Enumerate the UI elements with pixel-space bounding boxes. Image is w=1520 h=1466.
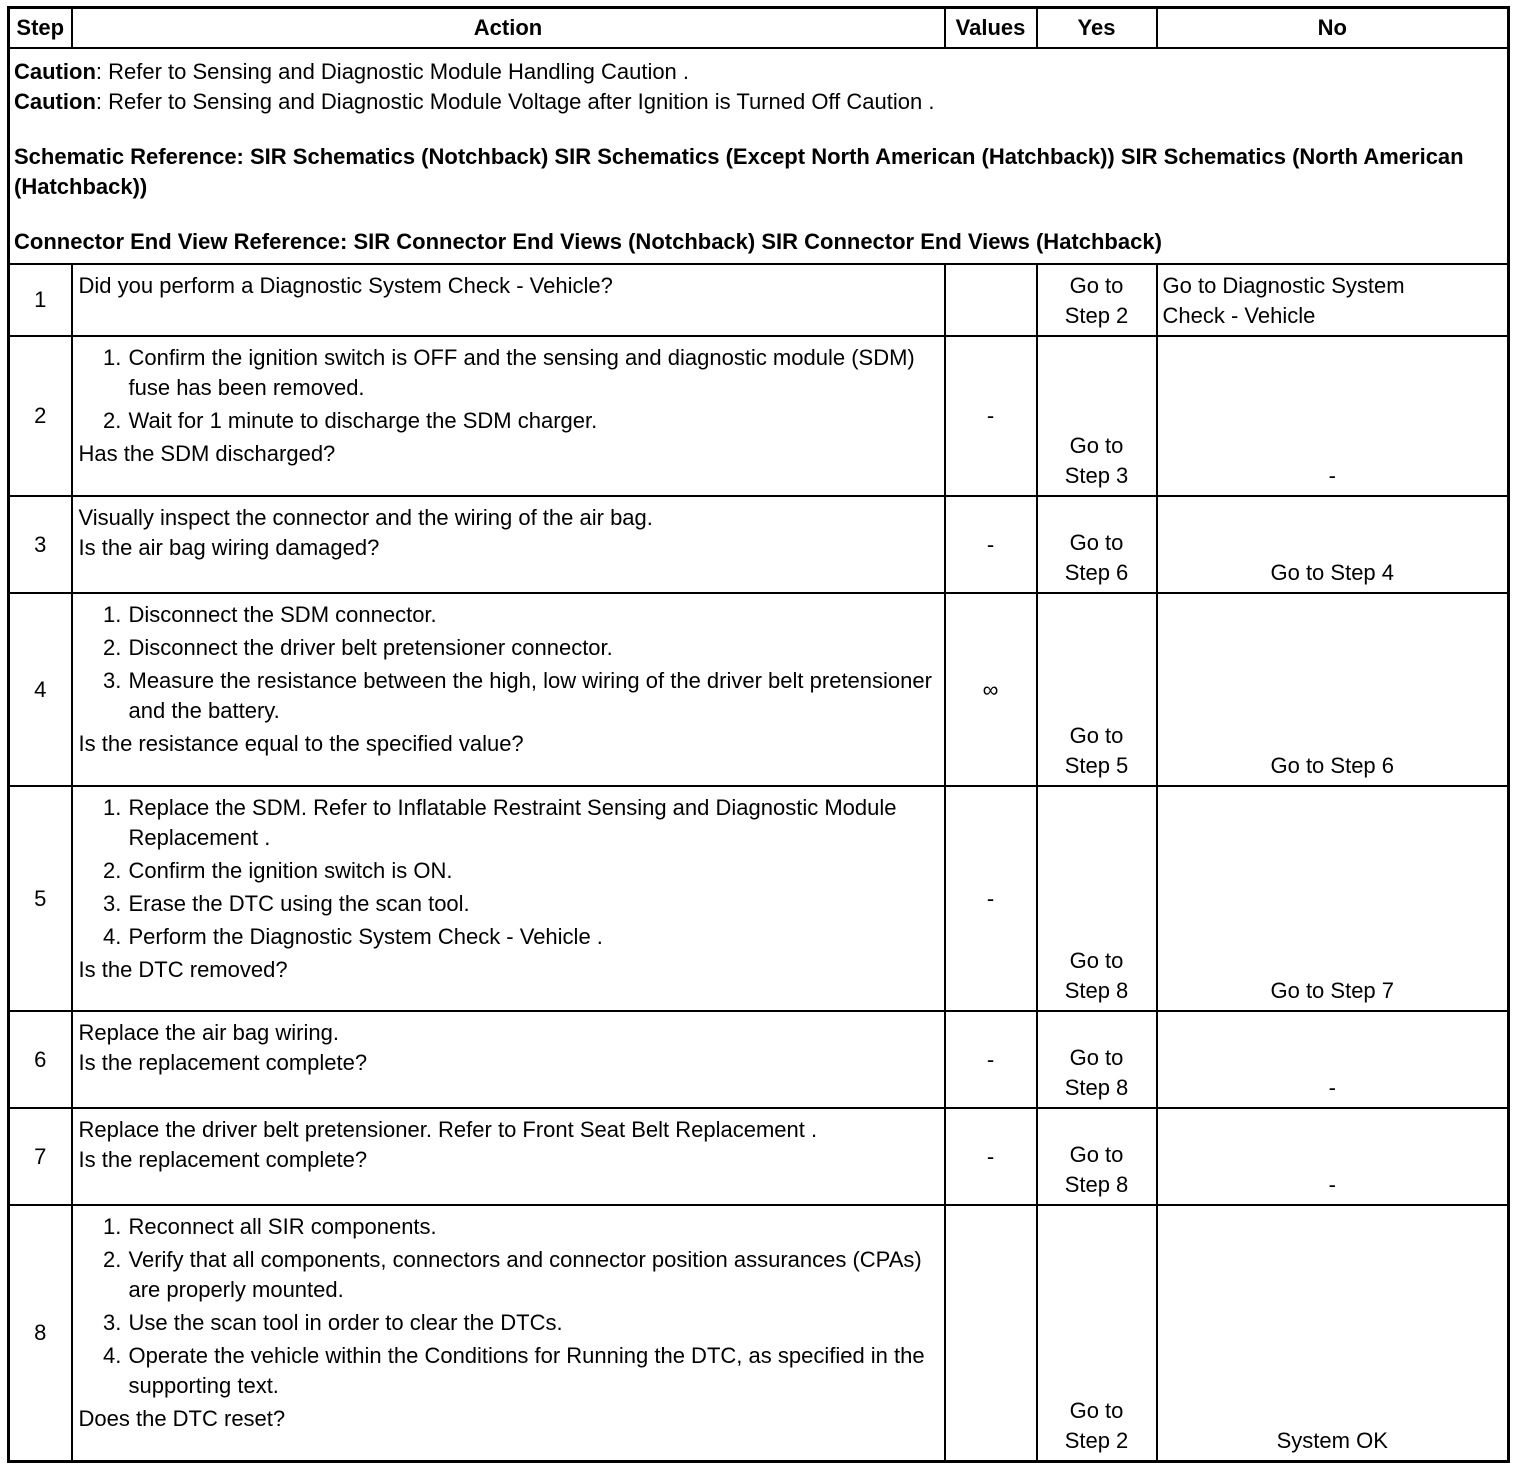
schematic-reference: Schematic Reference: SIR Schematics (Notchback) SIR Schematics (Except North American (Hatchback)) SIR Schematics (North American (Hatchback)) bbox=[14, 144, 1464, 199]
step-yes bbox=[1037, 1011, 1157, 1108]
action-list-item: 2. Disconnect the driver belt pretensioner connector. bbox=[128, 633, 938, 663]
header-values: Values bbox=[945, 8, 1037, 49]
step-no bbox=[1157, 496, 1509, 593]
step-yes bbox=[1037, 1205, 1157, 1461]
caution-line-2 bbox=[14, 87, 1502, 117]
header-yes: Yes bbox=[1037, 8, 1157, 49]
step-no bbox=[1157, 593, 1509, 786]
action-question: Does the DTC reset? bbox=[78, 1406, 286, 1431]
yes-text: Go to Step 2 bbox=[1064, 1397, 1129, 1453]
yes-text: Go to Step 8 bbox=[1064, 1142, 1129, 1197]
step-no bbox=[1157, 264, 1509, 336]
step-action bbox=[72, 264, 945, 336]
action-list-item: 2. Confirm the ignition switch is ON. bbox=[128, 856, 938, 886]
step-number: 8 bbox=[9, 1205, 72, 1461]
step-value bbox=[945, 264, 1037, 336]
step-yes bbox=[1037, 786, 1157, 1011]
step-value bbox=[945, 1205, 1037, 1461]
action-question: Is the air bag wiring damaged? bbox=[78, 535, 380, 560]
step-value: - bbox=[945, 336, 1037, 496]
step-number: 5 bbox=[9, 786, 72, 1011]
action-list-item: 1. Reconnect all SIR components. bbox=[128, 1212, 938, 1242]
step-yes bbox=[1037, 496, 1157, 593]
step-number: 6 bbox=[9, 1011, 72, 1108]
no-text: - bbox=[1328, 463, 1336, 488]
caution-cell bbox=[9, 48, 1509, 264]
step-yes bbox=[1037, 336, 1157, 496]
no-text: Go to Diagnostic System Check - Vehicle bbox=[1162, 273, 1405, 328]
step-row bbox=[9, 1108, 1509, 1205]
step-number: 1 bbox=[9, 264, 72, 336]
caution-row bbox=[9, 48, 1509, 264]
step-no bbox=[1157, 1011, 1509, 1108]
action-list-item: 1. Disconnect the SDM connector. bbox=[128, 600, 938, 630]
step-no bbox=[1157, 1108, 1509, 1205]
step-row bbox=[9, 1205, 1509, 1461]
action-list-item: 1. Confirm the ignition switch is OFF and the sensing and diagnostic module (SDM) fuse has been removed. bbox=[128, 343, 938, 403]
action-list bbox=[79, 600, 938, 726]
step-yes bbox=[1037, 593, 1157, 786]
action-list-item: 4. Operate the vehicle within the Conditions for Running the DTC, as specified in the supporting text. bbox=[128, 1341, 938, 1401]
step-number: 3 bbox=[9, 496, 72, 593]
step-number: 4 bbox=[9, 593, 72, 786]
no-text: - bbox=[1328, 1172, 1336, 1197]
caution-label: Caution bbox=[14, 59, 96, 84]
no-text: Go to Step 4 bbox=[1270, 560, 1395, 585]
step-value: - bbox=[945, 1011, 1037, 1108]
step-value: - bbox=[945, 1108, 1037, 1205]
action-text: Replace the driver belt pretensioner. Refer to Front Seat Belt Replacement . bbox=[78, 1117, 818, 1142]
no-text: Go to Step 6 bbox=[1270, 753, 1395, 778]
step-action bbox=[72, 1011, 945, 1108]
no-text: - bbox=[1328, 1075, 1336, 1100]
step-row bbox=[9, 593, 1509, 786]
header-action: Action bbox=[72, 8, 945, 49]
action-text: Replace the air bag wiring. bbox=[78, 1020, 339, 1045]
action-question: Is the replacement complete? bbox=[78, 1147, 368, 1172]
connector-reference: Connector End View Reference: SIR Connector End Views (Notchback) SIR Connector End Views (Hatchback) bbox=[14, 229, 1162, 254]
yes-text: Go to Step 2 bbox=[1064, 273, 1129, 328]
step-action bbox=[72, 496, 945, 593]
caution-label: Caution bbox=[14, 89, 96, 114]
action-list-item: 4. Perform the Diagnostic System Check - Vehicle . bbox=[128, 922, 938, 952]
step-action bbox=[72, 1205, 945, 1461]
step-action bbox=[72, 1108, 945, 1205]
header-no: No bbox=[1157, 8, 1509, 49]
step-yes bbox=[1037, 1108, 1157, 1205]
action-text: Visually inspect the connector and the wiring of the air bag. bbox=[78, 505, 653, 530]
action-list-item: 2. Wait for 1 minute to discharge the SDM charger. bbox=[128, 406, 938, 436]
header-row bbox=[9, 8, 1509, 49]
step-value: - bbox=[945, 786, 1037, 1011]
step-action bbox=[72, 786, 945, 1011]
step-no bbox=[1157, 336, 1509, 496]
caution-line-1 bbox=[14, 57, 1502, 87]
step-number: 7 bbox=[9, 1108, 72, 1205]
action-question: Is the resistance equal to the specified value? bbox=[78, 731, 524, 756]
action-list-item: 1. Replace the SDM. Refer to Inflatable Restraint Sensing and Diagnostic Module Replacement . bbox=[128, 793, 938, 853]
yes-text: Go to Step 5 bbox=[1064, 723, 1129, 778]
step-row bbox=[9, 1011, 1509, 1108]
step-no bbox=[1157, 786, 1509, 1011]
action-question: Has the SDM discharged? bbox=[78, 441, 336, 466]
yes-text: Go to Step 3 bbox=[1064, 433, 1129, 488]
yes-text: Go to Step 8 bbox=[1064, 1045, 1129, 1100]
step-row bbox=[9, 786, 1509, 1011]
step-yes bbox=[1037, 264, 1157, 336]
action-list-item: 3. Use the scan tool in order to clear the DTCs. bbox=[128, 1308, 938, 1338]
step-value: ∞ bbox=[945, 593, 1037, 786]
step-number: 2 bbox=[9, 336, 72, 496]
action-list bbox=[79, 1212, 938, 1401]
diagnostic-table bbox=[7, 6, 1510, 1463]
yes-text: Go to Step 6 bbox=[1064, 530, 1129, 585]
step-no bbox=[1157, 1205, 1509, 1461]
caution-text-2: : Refer to Sensing and Diagnostic Module Voltage after Ignition is Turned Off Caution . bbox=[95, 89, 935, 114]
step-action bbox=[72, 336, 945, 496]
action-list-item: 3. Measure the resistance between the high, low wiring of the driver belt pretensioner and the battery. bbox=[128, 666, 938, 726]
action-list-item: 2. Verify that all components, connectors and connector position assurances (CPAs) are properly mounted. bbox=[128, 1245, 938, 1305]
no-text: Go to Step 7 bbox=[1270, 978, 1395, 1003]
action-question: Is the DTC removed? bbox=[78, 957, 288, 982]
step-row bbox=[9, 496, 1509, 593]
header-step: Step bbox=[9, 8, 72, 49]
step-action bbox=[72, 593, 945, 786]
yes-text: Go to Step 8 bbox=[1064, 948, 1129, 1003]
action-list bbox=[79, 343, 938, 436]
action-list-item: 3. Erase the DTC using the scan tool. bbox=[128, 889, 938, 919]
step-value: - bbox=[945, 496, 1037, 593]
step-row bbox=[9, 336, 1509, 496]
step-row bbox=[9, 264, 1509, 336]
no-text: System OK bbox=[1276, 1427, 1388, 1453]
action-text: Did you perform a Diagnostic System Check - Vehicle? bbox=[78, 273, 613, 298]
action-question: Is the replacement complete? bbox=[78, 1050, 368, 1075]
caution-text-1: : Refer to Sensing and Diagnostic Module Handling Caution . bbox=[95, 59, 690, 84]
action-list bbox=[79, 793, 938, 952]
